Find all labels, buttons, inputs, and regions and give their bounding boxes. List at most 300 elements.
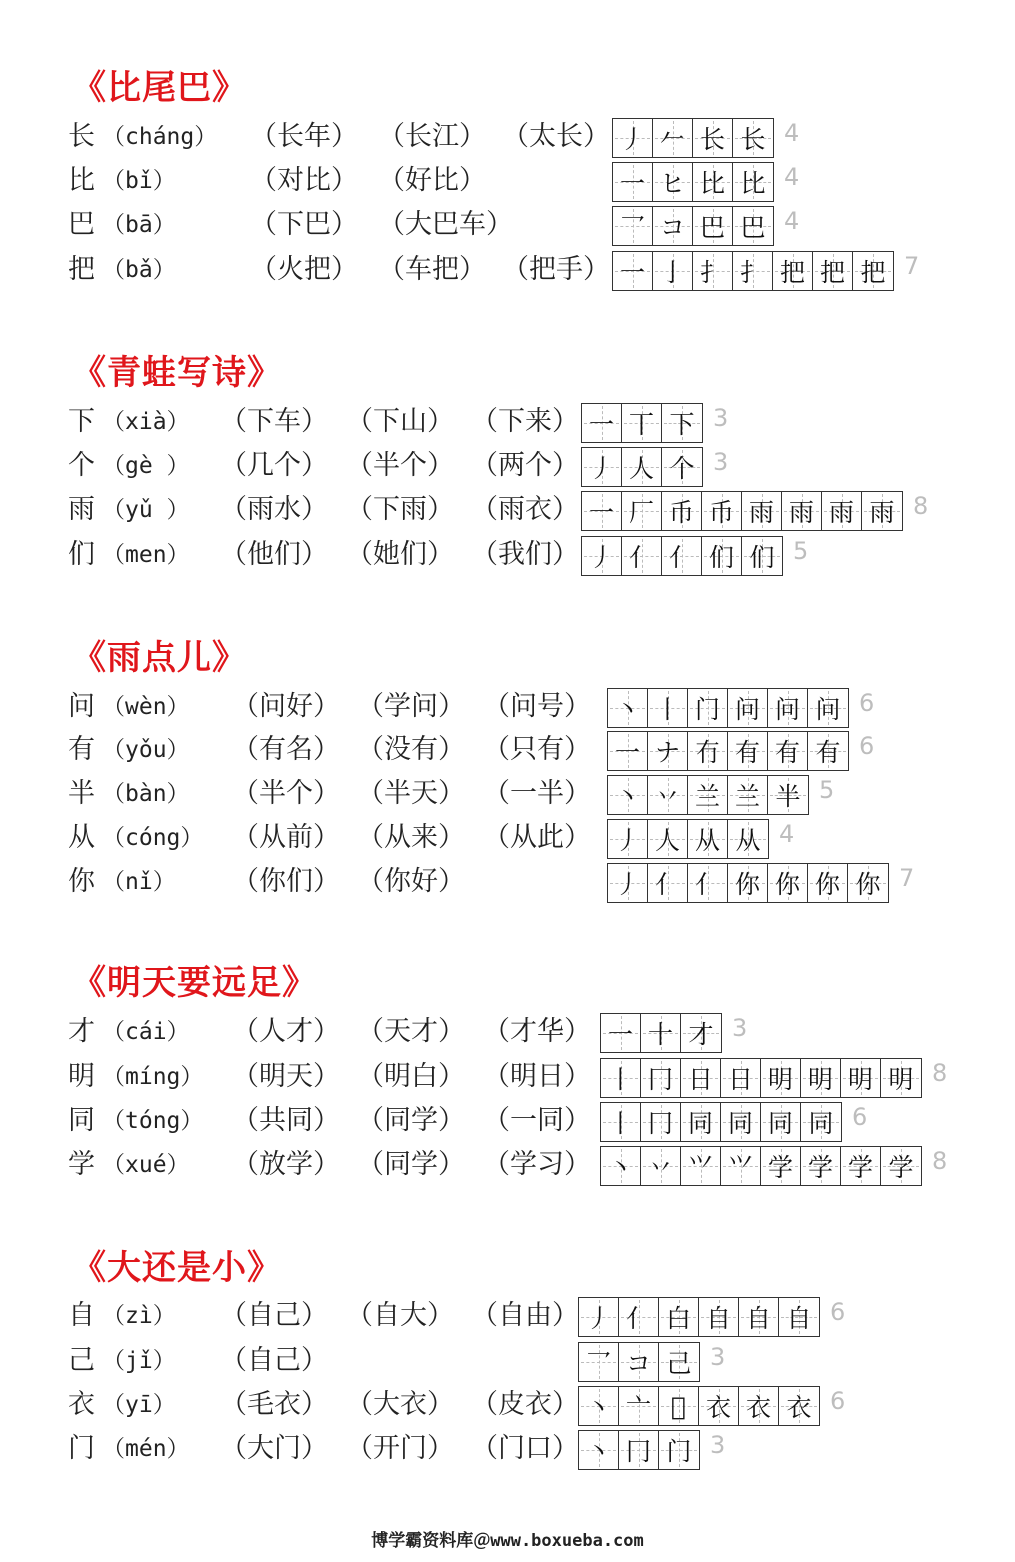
stroke-cell (622, 492, 662, 530)
stroke-order-grid (600, 1102, 842, 1142)
stroke-count: 6 (830, 1298, 846, 1326)
stroke-cell (579, 1343, 619, 1381)
example-word: （放学） (232, 1149, 340, 1180)
example-word: （你好） (357, 866, 465, 897)
stroke-glyph: 冇 (694, 738, 720, 767)
example-word: （人才） (232, 1016, 340, 1047)
entry-pinyin: （zì） (102, 1303, 176, 1329)
stroke-glyph: 自 (786, 1304, 812, 1333)
stroke-glyph: 学 (888, 1153, 914, 1182)
stroke-count: 3 (710, 1431, 726, 1459)
entry-character: 才 (68, 1016, 95, 1047)
stroke-glyph: 兰 (734, 782, 760, 811)
stroke-cell (641, 1059, 681, 1097)
stroke-cell (662, 404, 702, 442)
example-word: （好比） (378, 165, 486, 196)
stroke-cell (622, 537, 662, 575)
example-word: （自己） (220, 1300, 328, 1331)
stroke-cell (693, 252, 733, 290)
stroke-cell (582, 537, 622, 575)
stroke-glyph: コ (625, 1349, 651, 1378)
stroke-glyph: 门 (666, 1437, 692, 1466)
stroke-cell (728, 864, 768, 902)
stroke-glyph: 半 (775, 782, 801, 811)
entry-pinyin: （gè ） (102, 453, 190, 479)
stroke-glyph: 雨 (869, 498, 895, 527)
stroke-cell (768, 864, 808, 902)
stroke-glyph: 丨 (654, 695, 680, 724)
entry-pinyin: （xué） (102, 1152, 190, 1178)
stroke-glyph: 人 (628, 454, 654, 483)
stroke-cell (801, 1103, 841, 1141)
stroke-cell (688, 732, 728, 770)
stroke-order-grid (600, 1013, 722, 1053)
example-word: （你们） (232, 866, 340, 897)
example-word: （雨衣） (471, 494, 579, 525)
stroke-count: 3 (713, 448, 729, 476)
stroke-order-grid (581, 491, 903, 531)
example-word: （一同） (483, 1105, 591, 1136)
stroke-glyph: 丶 (585, 1437, 611, 1466)
entry-pinyin: （cái） (102, 1019, 190, 1045)
stroke-glyph: 明 (888, 1065, 914, 1094)
stroke-cell (648, 864, 688, 902)
stroke-cell (841, 1147, 881, 1185)
stroke-glyph: 币 (668, 498, 694, 527)
stroke-cell (733, 119, 773, 157)
entry-character: 们 (68, 539, 95, 570)
stroke-cell (728, 732, 768, 770)
stroke-order-grid (607, 688, 849, 728)
entry-pinyin: （yǔ ） (102, 497, 190, 523)
section-title: 《雨点儿》 (72, 638, 247, 678)
example-word: （自大） (346, 1300, 454, 1331)
stroke-cell (761, 1103, 801, 1141)
stroke-glyph: 长 (740, 125, 766, 154)
entry-character: 从 (68, 822, 95, 853)
example-word: （大巴车） (378, 209, 513, 240)
stroke-cell (681, 1147, 721, 1185)
stroke-order-grid (581, 536, 783, 576)
stroke-cell (613, 163, 653, 201)
example-word: （我们） (471, 539, 579, 570)
example-word: （她们） (346, 539, 454, 570)
example-word: （长江） (378, 121, 486, 152)
entry-pinyin: （bàn） (102, 781, 190, 807)
stroke-count: 8 (932, 1147, 948, 1175)
stroke-cell (681, 1103, 721, 1141)
stroke-cell (582, 448, 622, 486)
stroke-glyph: 丿 (585, 1304, 611, 1333)
stroke-glyph: 把 (819, 258, 845, 287)
stroke-glyph: 冂 (625, 1437, 651, 1466)
stroke-glyph: 丶 (614, 695, 640, 724)
stroke-glyph: 丿 (619, 125, 645, 154)
example-word: （两个） (471, 450, 579, 481)
stroke-glyph: 你 (855, 870, 881, 899)
entry-pinyin: （bǎ） (102, 257, 176, 283)
stroke-cell (608, 689, 648, 727)
stroke-cell (693, 163, 733, 201)
stroke-glyph: 学 (807, 1153, 833, 1182)
entry-character: 门 (68, 1433, 95, 1464)
stroke-glyph: 亻 (694, 870, 720, 899)
stroke-cell (881, 1059, 921, 1097)
stroke-cell (721, 1147, 761, 1185)
stroke-cell (648, 820, 688, 858)
stroke-cell (688, 864, 728, 902)
stroke-cell (659, 1431, 699, 1469)
example-word: （明白） (357, 1061, 465, 1092)
stroke-cell (693, 207, 733, 245)
stroke-glyph: 一 (588, 498, 614, 527)
stroke-glyph: 一 (619, 169, 645, 198)
stroke-order-grid (578, 1386, 820, 1426)
example-word: （长年） (250, 121, 358, 152)
stroke-cell (613, 252, 653, 290)
entry-pinyin: （míng） (102, 1064, 204, 1090)
stroke-glyph: 乛 (619, 213, 645, 242)
stroke-cell (728, 689, 768, 727)
stroke-glyph: 丿 (588, 543, 614, 572)
stroke-cell (721, 1103, 761, 1141)
stroke-glyph: 门 (694, 695, 720, 724)
stroke-glyph: 同 (687, 1109, 713, 1138)
stroke-cell (848, 864, 888, 902)
entry-character: 自 (68, 1300, 95, 1331)
example-word: （下来） (471, 406, 579, 437)
stroke-cell (733, 163, 773, 201)
stroke-order-grid (607, 863, 889, 903)
example-word: （问号） (483, 691, 591, 722)
stroke-cell (808, 732, 848, 770)
stroke-glyph: 学 (847, 1153, 873, 1182)
stroke-glyph: 丿 (614, 826, 640, 855)
section-title: 《比尾巴》 (72, 68, 247, 108)
stroke-glyph: 自 (705, 1304, 731, 1333)
stroke-count: 6 (852, 1103, 868, 1131)
stroke-glyph: 问 (774, 695, 800, 724)
stroke-cell (779, 1387, 819, 1425)
stroke-count: 6 (830, 1387, 846, 1415)
stroke-order-grid (581, 403, 703, 443)
stroke-count: 3 (732, 1014, 748, 1042)
stroke-cell (653, 252, 693, 290)
stroke-cell (641, 1103, 681, 1141)
stroke-glyph: 你 (774, 870, 800, 899)
example-word: （半天） (357, 778, 465, 809)
stroke-cell (853, 252, 893, 290)
example-word: （一半） (483, 778, 591, 809)
stroke-glyph: 亅 (659, 258, 685, 287)
example-word: （同学） (357, 1105, 465, 1136)
stroke-glyph: 白 (665, 1304, 691, 1333)
stroke-glyph: 把 (779, 258, 805, 287)
stroke-cell (653, 207, 693, 245)
stroke-cell (579, 1431, 619, 1469)
stroke-glyph: 乛 (585, 1349, 611, 1378)
stroke-glyph: 衣 (705, 1393, 731, 1422)
stroke-glyph: 兰 (694, 782, 720, 811)
stroke-cell (862, 492, 902, 530)
entry-character: 个 (68, 450, 95, 481)
stroke-glyph: 扌 (739, 258, 765, 287)
stroke-glyph: 衣 (745, 1393, 771, 1422)
stroke-glyph: 衣 (786, 1393, 812, 1422)
stroke-cell (841, 1059, 881, 1097)
stroke-cell (659, 1298, 699, 1336)
stroke-cell (688, 820, 728, 858)
stroke-cell (721, 1059, 761, 1097)
stroke-cell (681, 1059, 721, 1097)
section-title: 《青蛙写诗》 (72, 353, 282, 393)
stroke-glyph: 丨 (607, 1109, 633, 1138)
stroke-cell (641, 1147, 681, 1185)
stroke-cell (733, 207, 773, 245)
stroke-cell (579, 1387, 619, 1425)
stroke-order-grid (612, 251, 894, 291)
stroke-glyph: 问 (734, 695, 760, 724)
stroke-glyph: 丿 (614, 870, 640, 899)
example-word: （有名） (232, 734, 340, 765)
stroke-glyph: 同 (767, 1109, 793, 1138)
stroke-cell (761, 1147, 801, 1185)
stroke-count: 4 (784, 163, 800, 191)
entry-pinyin: （yǒu） (102, 737, 190, 763)
example-word: （自己） (220, 1345, 328, 1376)
example-word: （他们） (220, 539, 328, 570)
stroke-count: 3 (710, 1343, 726, 1371)
stroke-order-grid (607, 731, 849, 771)
stroke-cell (608, 820, 648, 858)
stroke-cell (822, 492, 862, 530)
stroke-cell (768, 732, 808, 770)
stroke-glyph: 明 (767, 1065, 793, 1094)
example-word: （从前） (232, 822, 340, 853)
stroke-glyph: 一 (614, 738, 640, 767)
example-word: （下雨） (346, 494, 454, 525)
stroke-cell (608, 776, 648, 814)
stroke-count: 3 (713, 404, 729, 432)
footer-watermark: 博学霸资料库＠www.boxueba.com (371, 1531, 644, 1551)
example-word: （开门） (346, 1433, 454, 1464)
stroke-glyph: 丷 (647, 1153, 673, 1182)
stroke-cell (702, 492, 742, 530)
stroke-cell (801, 1147, 841, 1185)
stroke-cell (773, 252, 813, 290)
stroke-cell (659, 1343, 699, 1381)
stroke-cell (648, 732, 688, 770)
stroke-cell (728, 776, 768, 814)
entry-pinyin: （men） (102, 542, 190, 568)
example-word: （大衣） (346, 1389, 454, 1420)
entry-pinyin: （bǐ） (102, 168, 176, 194)
stroke-glyph: 有 (774, 738, 800, 767)
stroke-glyph: 丶 (585, 1393, 611, 1422)
stroke-cell (659, 1387, 699, 1425)
stroke-cell (601, 1147, 641, 1185)
entry-character: 衣 (68, 1389, 95, 1420)
stroke-glyph: 雨 (788, 498, 814, 527)
stroke-count: 4 (779, 820, 795, 848)
stroke-order-grid (600, 1146, 922, 1186)
example-word: （明日） (483, 1061, 591, 1092)
stroke-glyph: 日 (727, 1065, 753, 1094)
section-title: 《明天要远足》 (72, 963, 317, 1003)
stroke-cell (739, 1387, 779, 1425)
stroke-cell (808, 864, 848, 902)
stroke-glyph: ⺍ (727, 1153, 753, 1182)
stroke-count: 8 (932, 1059, 948, 1087)
stroke-cell (619, 1431, 659, 1469)
stroke-cell (619, 1387, 659, 1425)
stroke-glyph: 们 (749, 543, 775, 572)
section-title: 《大还是小》 (72, 1248, 282, 1288)
stroke-cell (742, 492, 782, 530)
stroke-glyph: 你 (734, 870, 760, 899)
stroke-glyph: 亠 (625, 1393, 651, 1422)
entry-pinyin: （nǐ） (102, 869, 176, 895)
stroke-cell (688, 689, 728, 727)
example-word: （只有） (483, 734, 591, 765)
entry-character: 同 (68, 1105, 95, 1136)
example-word: （半个） (346, 450, 454, 481)
example-word: （下巴） (250, 209, 358, 240)
stroke-glyph: 一 (588, 410, 614, 439)
stroke-cell (608, 732, 648, 770)
stroke-glyph: 自 (745, 1304, 771, 1333)
stroke-cell (702, 537, 742, 575)
stroke-count: 5 (819, 776, 835, 804)
example-word: （才华） (483, 1016, 591, 1047)
stroke-glyph: 亻 (668, 543, 694, 572)
stroke-glyph: 比 (740, 169, 766, 198)
stroke-cell (613, 119, 653, 157)
stroke-cell (662, 537, 702, 575)
stroke-cell (601, 1014, 641, 1052)
stroke-cell (693, 119, 733, 157)
stroke-glyph: 同 (808, 1109, 834, 1138)
stroke-cell (648, 689, 688, 727)
stroke-glyph: 雨 (748, 498, 774, 527)
entry-character: 己 (68, 1345, 95, 1376)
example-word: （毛衣） (220, 1389, 328, 1420)
example-word: （门口） (471, 1433, 579, 1464)
stroke-cell (613, 207, 653, 245)
stroke-cell (768, 689, 808, 727)
stroke-count: 7 (904, 252, 920, 280)
entry-pinyin: （cóng） (102, 825, 204, 851)
stroke-glyph: 扌 (699, 258, 725, 287)
entry-character: 学 (68, 1149, 95, 1180)
stroke-glyph: 𠂉 (659, 125, 685, 154)
entry-character: 巴 (68, 209, 95, 240)
stroke-glyph: 有 (815, 738, 841, 767)
entry-character: 明 (68, 1061, 95, 1092)
stroke-glyph: 冂 (647, 1109, 673, 1138)
stroke-glyph: 明 (807, 1065, 833, 1094)
stroke-glyph: 亻 (625, 1304, 651, 1333)
stroke-cell (761, 1059, 801, 1097)
entry-character: 问 (68, 691, 95, 722)
stroke-glyph: 丷 (654, 782, 680, 811)
stroke-cell (881, 1147, 921, 1185)
stroke-cell (601, 1059, 641, 1097)
stroke-glyph: 己 (666, 1349, 692, 1378)
example-word: （车把） (378, 254, 486, 285)
stroke-order-grid (612, 118, 774, 158)
stroke-cell (808, 689, 848, 727)
example-word: （下车） (220, 406, 328, 437)
entry-pinyin: （cháng） (102, 124, 218, 150)
stroke-glyph: 学 (767, 1153, 793, 1182)
stroke-glyph: 一 (607, 1020, 633, 1049)
stroke-glyph: 巴 (740, 213, 766, 242)
stroke-glyph: 明 (847, 1065, 873, 1094)
stroke-glyph: 把 (860, 258, 886, 287)
example-word: （火把） (250, 254, 358, 285)
stroke-glyph: 同 (727, 1109, 753, 1138)
stroke-cell (728, 820, 768, 858)
example-word: （天才） (357, 1016, 465, 1047)
stroke-glyph: 丿 (588, 454, 614, 483)
stroke-count: 4 (784, 207, 800, 235)
stroke-order-grid (581, 447, 703, 487)
stroke-glyph: ナ (654, 738, 680, 767)
entry-pinyin: （xià） (102, 409, 190, 435)
example-word: （从来） (357, 822, 465, 853)
example-word: （学习） (483, 1149, 591, 1180)
example-word: （下山） (346, 406, 454, 437)
stroke-cell (619, 1298, 659, 1336)
stroke-glyph: 你 (814, 870, 840, 899)
stroke-cell (768, 776, 808, 814)
stroke-order-grid (578, 1297, 820, 1337)
stroke-glyph: 冂 (647, 1065, 673, 1094)
stroke-order-grid (578, 1342, 700, 1382)
stroke-cell (688, 776, 728, 814)
stroke-glyph: 有 (734, 738, 760, 767)
stroke-cell (619, 1343, 659, 1381)
entry-pinyin: （wèn） (102, 694, 190, 720)
stroke-cell (641, 1014, 681, 1052)
entry-pinyin: （jǐ） (102, 1348, 176, 1374)
example-word: （明天） (232, 1061, 340, 1092)
example-word: （问好） (232, 691, 340, 722)
stroke-cell (782, 492, 822, 530)
stroke-glyph: 比 (699, 169, 725, 198)
stroke-glyph: 才 (688, 1020, 714, 1049)
entry-pinyin: （yī） (102, 1392, 176, 1418)
stroke-glyph: 从 (735, 826, 761, 855)
stroke-count: 7 (899, 864, 915, 892)
example-word: （雨水） (220, 494, 328, 525)
stroke-glyph: 们 (708, 543, 734, 572)
stroke-cell (801, 1059, 841, 1097)
entry-character: 半 (68, 778, 95, 809)
stroke-glyph: 问 (815, 695, 841, 724)
stroke-glyph: 币 (708, 498, 734, 527)
stroke-cell (699, 1387, 739, 1425)
example-word: （太长） (502, 121, 610, 152)
stroke-glyph: 长 (699, 125, 725, 154)
example-word: （大门） (220, 1433, 328, 1464)
stroke-glyph: 从 (694, 826, 720, 855)
example-word: （共同） (232, 1105, 340, 1136)
entry-character: 雨 (68, 494, 95, 525)
stroke-cell (733, 252, 773, 290)
stroke-order-grid (607, 819, 769, 859)
